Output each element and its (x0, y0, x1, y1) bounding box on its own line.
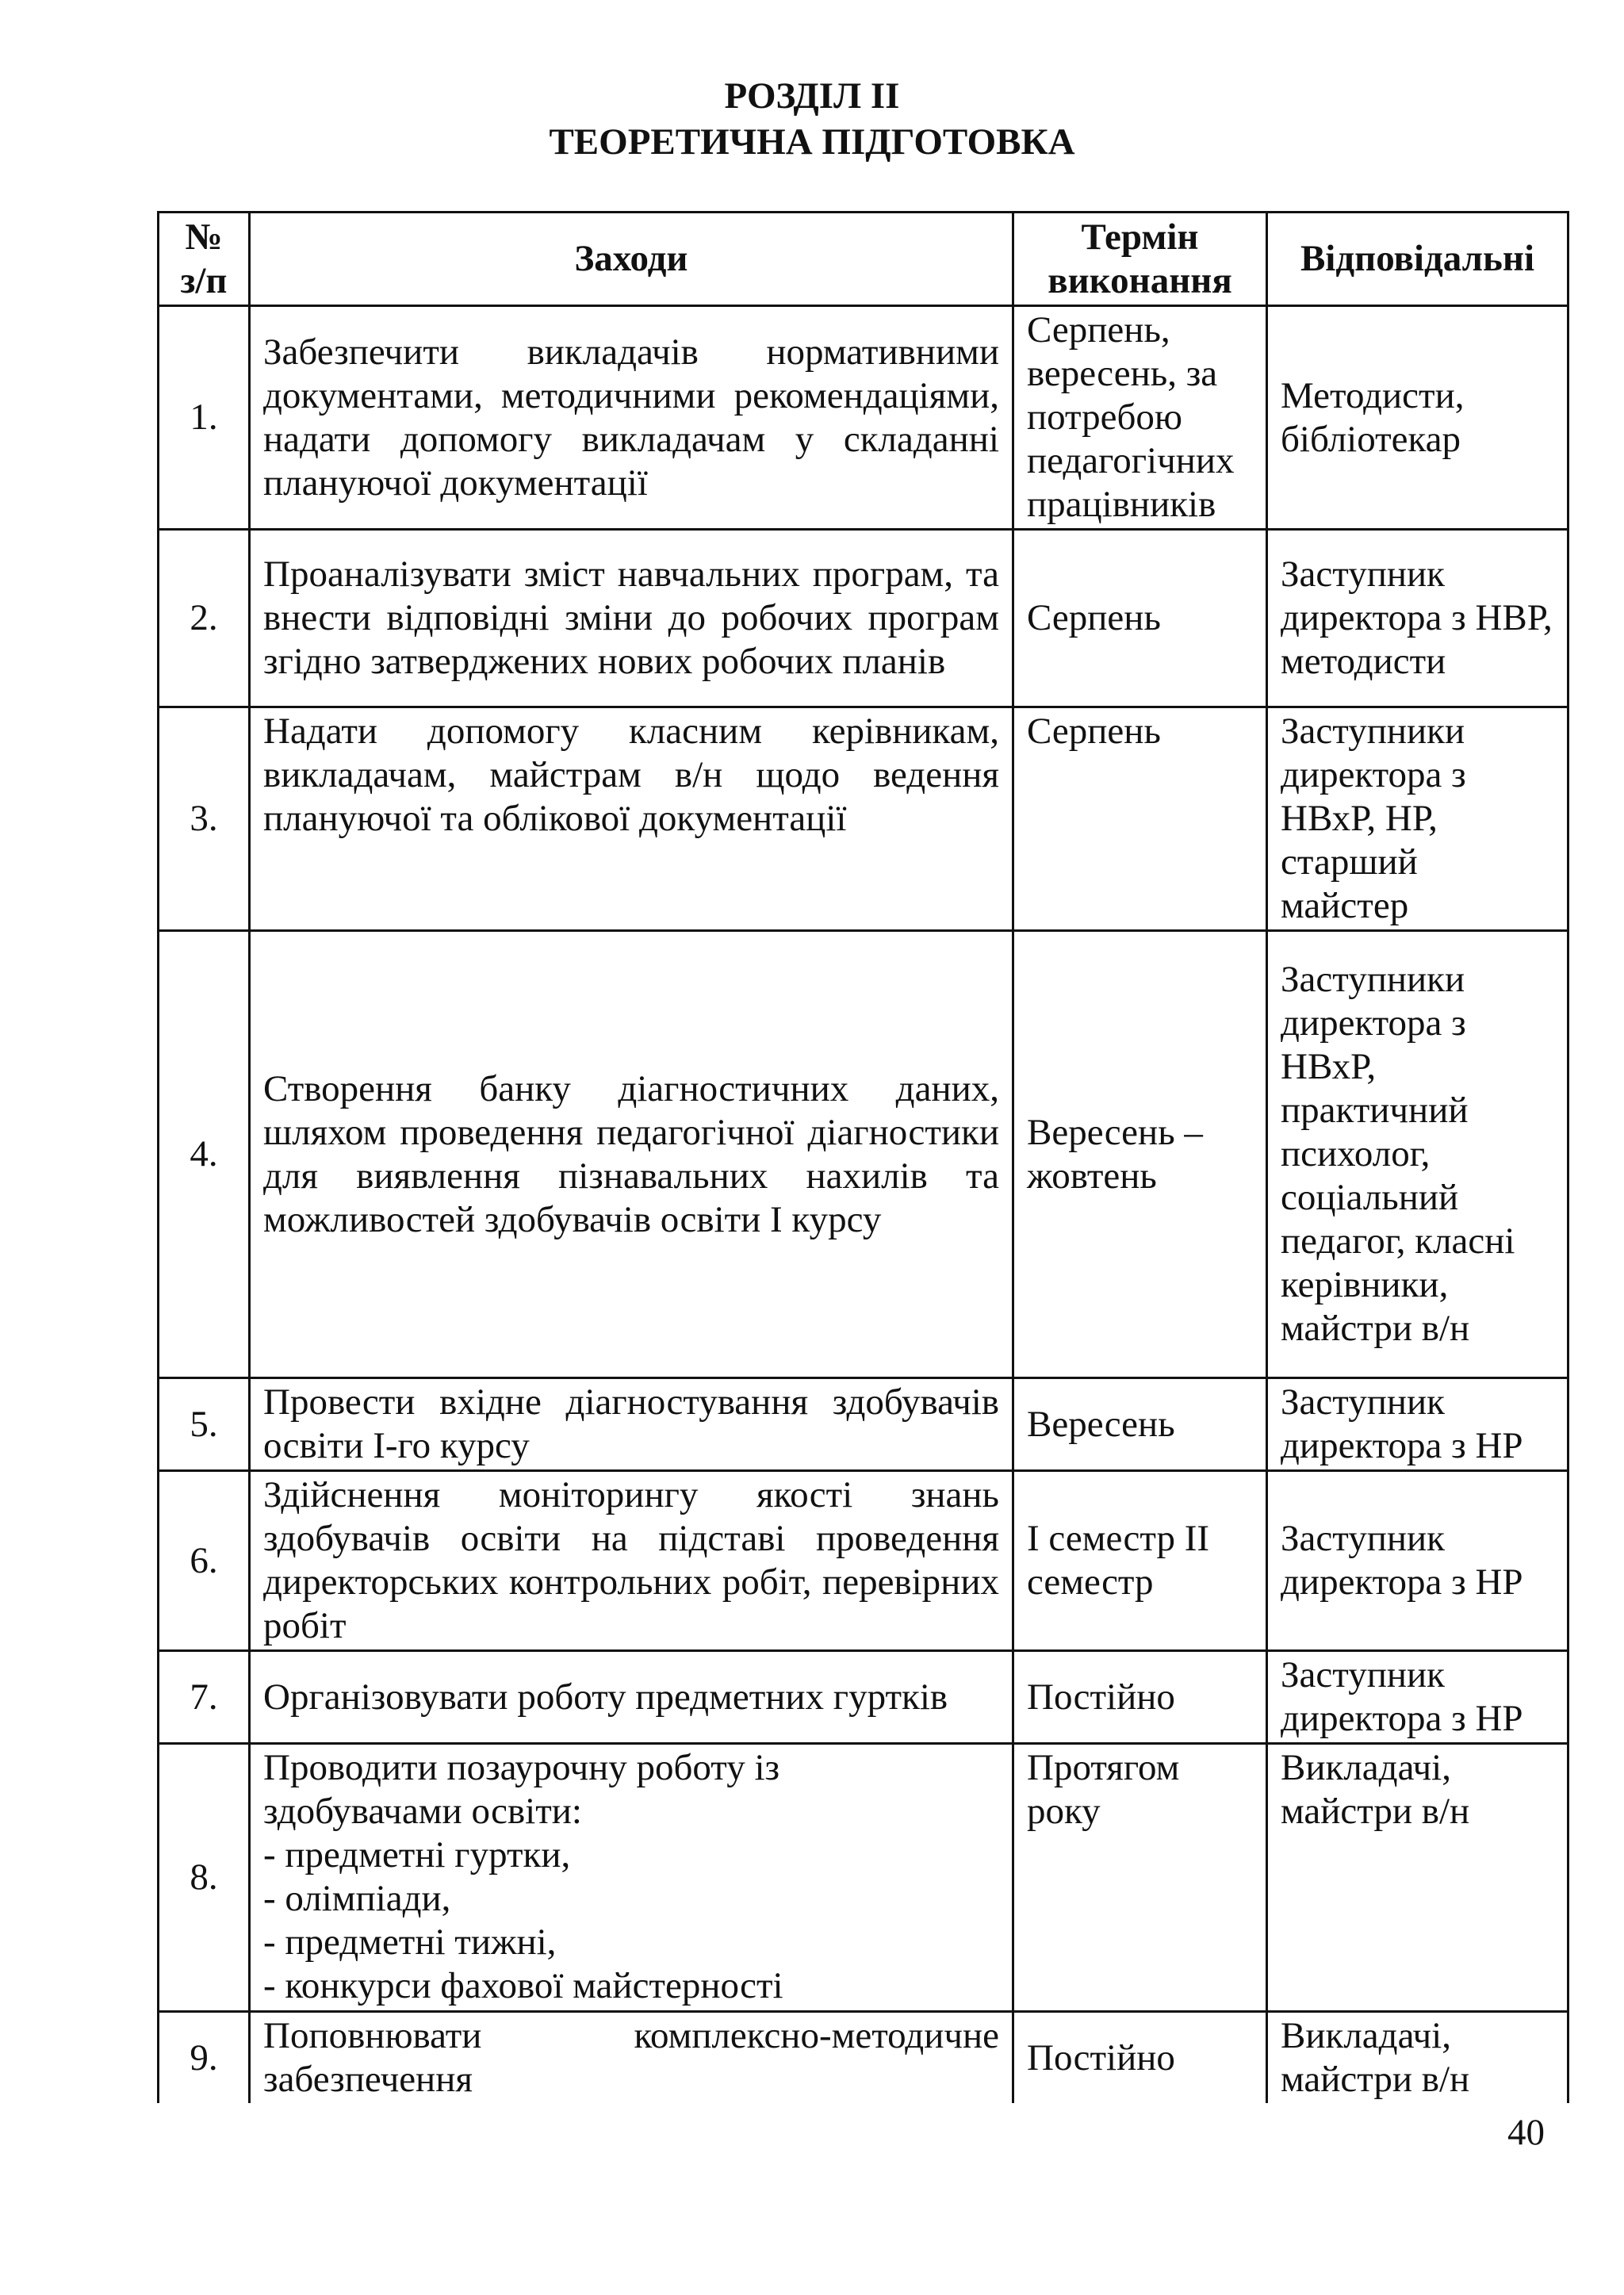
row-num: 7. (159, 1651, 250, 1744)
table-row (159, 1378, 1568, 1471)
table-row (159, 2012, 1568, 2104)
row-responsible: Викладачі, майстри в/н (1267, 2012, 1568, 2104)
row-measure: Здійснення моніторингу якості знань здобувачів освіти на підставі проведення директорських контрольних робіт, перевірних робіт (250, 1471, 1013, 1651)
row-responsible: Заступник директора з НР (1267, 1471, 1568, 1651)
row-measure: Організовувати роботу предметних гуртків (250, 1651, 1013, 1744)
row-responsible: Викладачі, майстри в/н (1267, 1744, 1568, 2012)
table-row (159, 707, 1568, 931)
table-row (159, 931, 1568, 1378)
row-term: Серпень (1013, 530, 1267, 707)
row-term: Вересень (1013, 1378, 1267, 1471)
table-row (159, 1471, 1568, 1651)
row-term: Постійно (1013, 2012, 1267, 2104)
measure-line: здобувачами освіти: (263, 1791, 582, 1832)
row-responsible: Заступник директора з НВР, методисти (1267, 530, 1568, 707)
row-term: I семестр II семестр (1013, 1471, 1267, 1651)
row-measure: Забезпечити викладачів нормативними документами, методичними рекомендаціями, надати допомогу викладачам у складанні плануючої документації (250, 306, 1013, 530)
row-term: Серпень (1013, 707, 1267, 931)
table-row (159, 530, 1568, 707)
row-num: 1. (159, 306, 250, 530)
measure-line: - предметні тижні, (263, 1921, 557, 1963)
row-num: 4. (159, 931, 250, 1378)
row-num: 8. (159, 1744, 250, 2012)
table-row (159, 306, 1568, 530)
row-term: Протягом року (1013, 1744, 1267, 2012)
header-responsible: Відповідальні (1267, 213, 1568, 306)
row-responsible: Заступник директора з НР (1267, 1651, 1568, 1744)
header-num: № з/п (159, 213, 250, 306)
row-measure (250, 1744, 1013, 2012)
row-term: Вересень – жовтень (1013, 931, 1267, 1378)
row-measure: Створення банку діагностичних даних, шляхом проведення педагогічної діагностики для виявлення пізнавальних нахилів та можливостей здобувачів освіти I курсу (250, 931, 1013, 1378)
section-title: ТЕОРЕТИЧНА ПІДГОТОВКА (549, 121, 1075, 163)
row-num: 6. (159, 1471, 250, 1651)
row-num: 2. (159, 530, 250, 707)
row-term: Постійно (1013, 1651, 1267, 1744)
table-row (159, 1651, 1568, 1744)
measure-line: - предметні гуртки, (263, 1834, 571, 1875)
row-responsible: Заступник директора з НР (1267, 1378, 1568, 1471)
page-number: 40 (1507, 2112, 1545, 2153)
section-heading: РОЗДІЛ II (724, 75, 900, 117)
activities-table (157, 211, 1569, 2103)
header-measures: Заходи (250, 213, 1013, 306)
row-num: 5. (159, 1378, 250, 1471)
row-measure: Проаналізувати зміст навчальних програм, та внести відповідні зміни до робочих програм згідно затверджених нових робочих планів (250, 530, 1013, 707)
row-measure: Поповнювати комплексно-методичне забезпечення (250, 2012, 1013, 2104)
row-responsible: Заступники директора з НВхР, НР, старший майстер (1267, 707, 1568, 931)
row-measure: Провести вхідне діагностування здобувачів освіти I-го курсу (250, 1378, 1013, 1471)
measure-line: - олімпіади, (263, 1878, 451, 1919)
table-row (159, 1744, 1568, 2012)
row-term: Серпень, вересень, за потребою педагогічних працівників (1013, 306, 1267, 530)
row-num: 3. (159, 707, 250, 931)
row-num: 9. (159, 2012, 250, 2104)
measure-line: - конкурси фахової майстерності (263, 1965, 783, 2006)
table-header-row (159, 213, 1568, 306)
row-responsible: Методисти, бібліотекар (1267, 306, 1568, 530)
measure-line: Проводити позаурочну роботу із (263, 1747, 780, 1788)
row-responsible: Заступники директора з НВхР, практичний психолог, соціальний педагог, класні керівники, майстри в/н (1267, 931, 1568, 1378)
header-term: Термін виконання (1013, 213, 1267, 306)
row-measure: Надати допомогу класним керівникам, викладачам, майстрам в/н щодо ведення плануючої та облікової документації (250, 707, 1013, 931)
